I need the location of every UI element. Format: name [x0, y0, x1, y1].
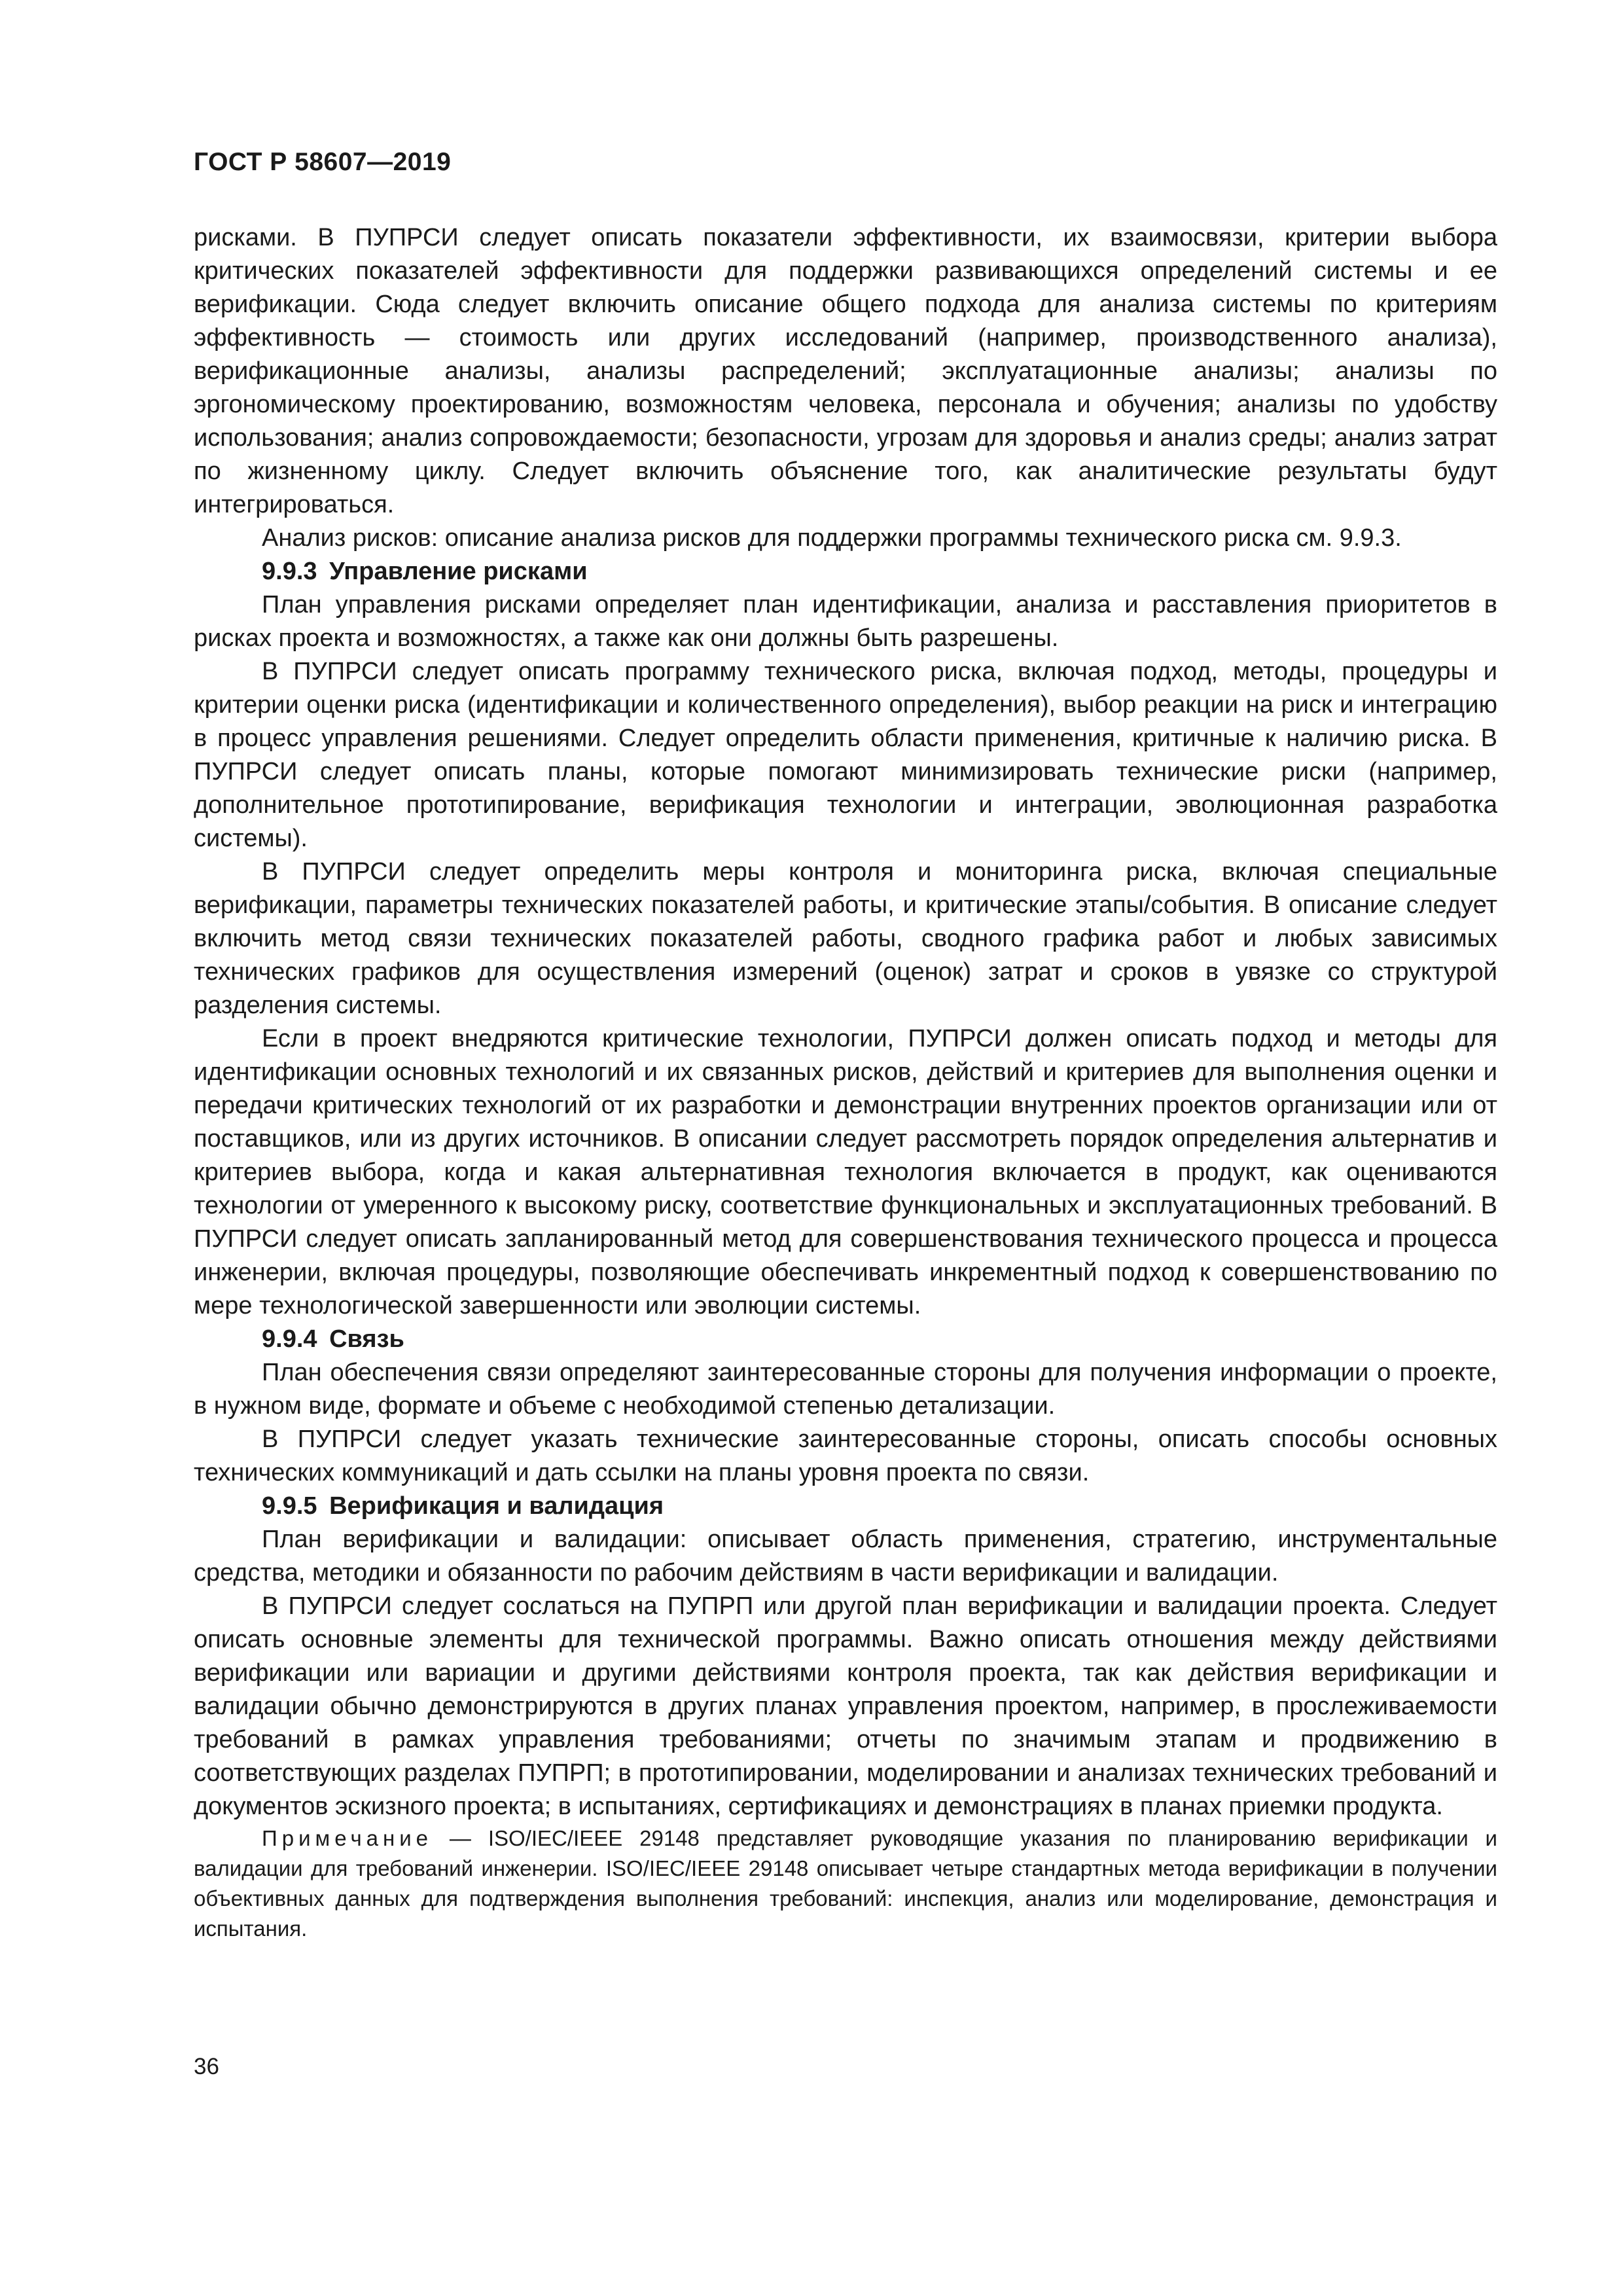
section-number: 9.9.5: [262, 1492, 317, 1520]
section-title: Управление рисками: [329, 558, 588, 585]
note-label: Примечание: [262, 1826, 433, 1850]
paragraph: План обеспечения связи определяют заинтересованные стороны для получения информации о проекте, в нужном виде, формате и объеме с необходимой степенью детализации.: [194, 1359, 1497, 1420]
note: [194, 1823, 1497, 1944]
section-number: 9.9.3: [262, 558, 317, 585]
paragraph: В ПУПРСИ следует сослаться на ПУПРП или другой план верификации и валидации проекта. Следует описать основные элементы для технической программы. Важно описать отношения между действиями верификации или вариации и другими действиями контроля проекта, так как действия верификации и валидации обычно демонстрируются в других планах управления проектом, например, в прослеживаемости требований в рамках управления требованиями; отчеты по значимым этапам и продвижению в соответствующих разделах ПУПРП; в прототипировании, моделировании и анализах технических требований и документов эскизного проекта; в испытаниях, сертификациях и демонстрациях в планах приемки продукта.: [194, 1592, 1497, 1820]
section-heading-9-9-4: [194, 1323, 1497, 1356]
section-title: Верификация и валидация: [329, 1492, 664, 1520]
page-number: 36: [194, 2054, 219, 2079]
paragraph: В ПУПРСИ следует определить меры контроля и мониторинга риска, включая специальные верификации, параметры технических показателей работы, и критические этапы/события. В описание следует включить метод связи технических показателей работы, сводного графика работ и любых зависимых технических графиков для осуществления измерений (оценок) затрат и сроков в увязке со структурой разделения системы.: [194, 858, 1497, 1019]
section-title: Связь: [329, 1325, 404, 1353]
section-heading-9-9-3: [194, 555, 1497, 588]
paragraph: План верификации и валидации: описывает область применения, стратегию, инструментальные средства, методики и обязанности по рабочим действиям в части верификации и валидации.: [194, 1526, 1497, 1587]
paragraph: План управления рисками определяет план идентификации, анализа и расставления приоритетов в рисках проекта и возможностях, а также как они должны быть разрешены.: [194, 591, 1497, 652]
paragraph: рисками. В ПУПРСИ следует описать показатели эффективности, их взаимосвязи, критерии выбора критических показателей эффективности для поддержки развивающихся определений системы и ее верификации. Сюда следует включить описание общего подхода для анализа системы по критериям эффективность — стоимость или других исследований (например, производственного анализа), верификационные анализы, анализы распределений; эксплуатационные анализы; анализы по эргономическому проектированию, возможностям человека, персонала и обучения; анализы по удобству использования; анализ сопровождаемости; безопасности, угрозам для здоровья и анализ среды; анализ затрат по жизненному циклу. Следует включить объяснение того, как аналитические результаты будут интегрироваться.: [194, 224, 1497, 518]
paragraph: Если в проект внедряются критические технологии, ПУПРСИ должен описать подход и методы для идентификации основных технологий и их связанных рисков, действий и критериев для выполнения оценки и передачи критических технологий от их разработки и демонстрации внутренних проектов организации или от поставщиков, или из других источников. В описании следует рассмотреть порядок определения альтернатив и критериев выбора, когда и какая альтернативная технология включается в продукт, как оцениваются технологии от умеренного к высокому риску, соответствие функциональных и эксплуатационных требований. В ПУПРСИ следует описать запланированный метод для совершенствования технического процесса и процесса инженерии, включая процедуры, позволяющие обеспечивать инкрементный подход к совершенствованию по мере технологической завершенности или эволюции системы.: [194, 1025, 1497, 1319]
paragraph: В ПУПРСИ следует указать технические заинтересованные стороны, описать способы основных технических коммуникаций и дать ссылки на планы уровня проекта по связи.: [194, 1426, 1497, 1486]
section-number: 9.9.4: [262, 1325, 317, 1353]
paragraph: Анализ рисков: описание анализа рисков для поддержки программы технического риска см. 9.9.3.: [262, 524, 1402, 552]
paragraph: В ПУПРСИ следует описать программу технического риска, включая подход, методы, процедуры и критерии оценки риска (идентификации и количественного определения), выбор реакции на риск и интеграцию в процесс управления решениями. Следует определить области применения, критичные к наличию риска. В ПУПРСИ следует описать планы, которые помогают минимизировать технические риски (например, дополнительное прототипирование, верификация технологии и интеграции, эволюционная разработка системы).: [194, 658, 1497, 852]
document-header: ГОСТ Р 58607—2019: [194, 148, 452, 176]
document-body: [194, 221, 1497, 1944]
note-text: — ISO/IEC/IEEE 29148 представляет руководящие указания по планированию верификации и валидации для требований инженерии. ISO/IEC/IEEE 29148 описывает четыре стандартных метода верификации в получении объективных данных для подтверждения выполнения требований: инспекция, анализ или моделирование, демонстрация и испытания.: [194, 1826, 1497, 1941]
section-heading-9-9-5: [194, 1490, 1497, 1523]
